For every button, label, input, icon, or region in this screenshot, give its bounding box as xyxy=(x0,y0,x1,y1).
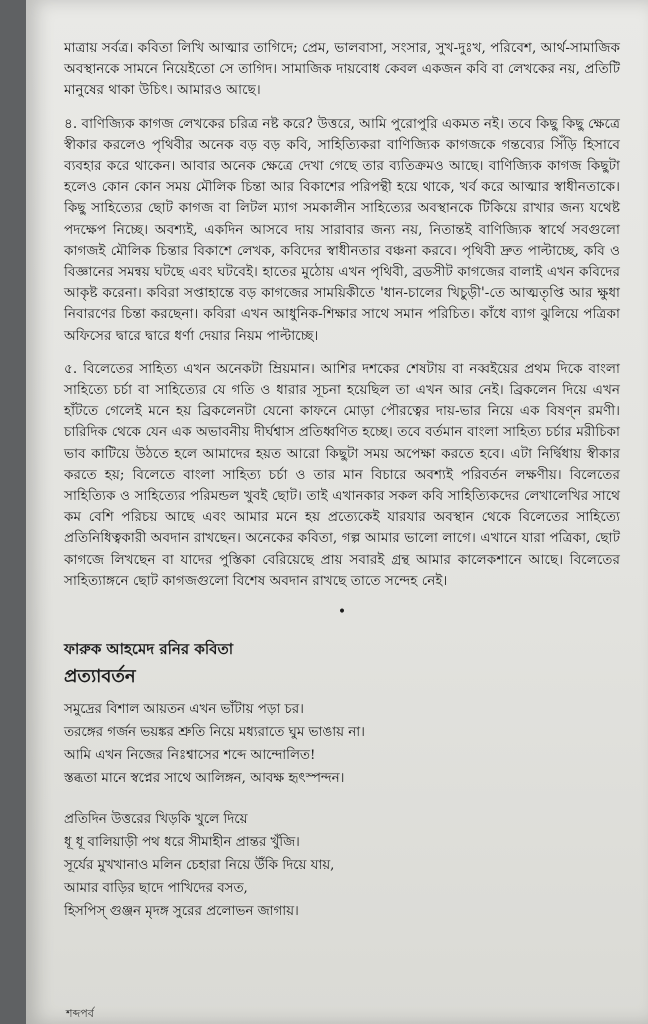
poems-section-heading: ফারুক আহমেদ রনির কবিতা xyxy=(64,640,234,659)
section-divider: • xyxy=(337,604,347,621)
poem-line: আমার বাড়ির ছাদে পাখিদের বসত, xyxy=(64,881,248,897)
poem-line: আমি এখন নিজের নিঃশ্বাসের শব্দে আন্দোলিত! xyxy=(64,748,316,764)
poem-line: স্তব্ধতা মানে স্বপ্নের সাথে আলিঙ্গন, আবক্ষ হৃৎস্পন্দন। xyxy=(64,771,345,787)
poem-title: প্রত্যাবর্তন xyxy=(64,666,136,688)
poem-line: সূর্যের মুখখানাও মলিন চেহারা নিয়ে উঁকি দিয়ে যায়, xyxy=(64,858,335,874)
poem-line: ধূ ধূ বালিয়াড়ী পথ ধরে সীমাহীন প্রান্তর খুঁজি। xyxy=(64,835,300,851)
poem-line: সমুদ্রের বিশাল আয়তন এখন ভাঁটায় পড়া চর। xyxy=(64,702,304,718)
poem-stanza-2 xyxy=(64,808,620,923)
paragraph-intro: মাত্রায় সর্বত্র। কবিতা লিখি আত্মার তাগিদে; প্রেম, ভালবাসা, সংসার, সুখ-দুঃখ, পরিবেশ, আর্থ-সামাজিক অবস্থানকে সামনে নিয়েইতো সে তাগিদ। সামাজিক দায়বোধ কেবল একজন কবি বা লেখকের নয়, প্রতিটি মানুষের থাকা উচিৎ। আমারও আছে। xyxy=(64,40,620,99)
page-content xyxy=(64,38,620,941)
paragraph-answer-4: ৪. বাণিজ্যিক কাগজ লেখকের চরিত্র নষ্ট করে? উত্তরে, আমি পুরোপুরি একমত নই। তবে কিছু কিছু ক্ষেত্রে স্বীকার করলেও পৃথিবীর অনেক বড় বড় কবি, সাহিত্যিকরা বাণিজ্যিক কাগজকে গন্তব্যের সিঁড়ি হিসাবে ব্যবহার করে থাকেন। আবার অনেক ক্ষেত্রে দেখা গেছে তার ব্যতিক্রমও আছে। বাণিজ্যিক কাগজ কিছুটা হলেও কোন কোন সময় মৌলিক চিন্তা আর বিকাশের পরিপন্থী হয়ে থাকে, খর্ব করে আত্মার স্বাধীনতাকে। কিছু সাহিত্যের ছোট কাগজ বা লিটল ম্যাগ সমকালীন সাহিত্যের অবস্থানকে টিকিয়ে রাখার জন্য যথেষ্ট পদক্ষেপ নিচ্ছে। অবশ্যই, একদিন আসবে দায় সারাবার জন্য নয়, নিতান্তই বাণিজ্যিক স্বার্থে সবগুলো কাগজই মৌলিক চিন্তার বিকাশে লেখক, কবিদের স্বাধীনতার বঞ্চনা করবে। পৃথিবী দ্রুত পাল্টাচ্ছে, কবি ও বিজ্ঞানের সমন্বয় ঘটছে এবং ঘটবেই। হাতের মুঠোয় এখন পৃথিবী, ব্রডসীট কাগজের বালাই এখন কবিদের আকৃষ্ট করেনা। কবিরা সপ্তাহান্তে বড় কাগজের সাময়িকীতে 'ধান-চালের খিচুড়ী'-তে আত্মতৃপ্তি আর ক্ষুধা নিবারণের চিন্তা করছেনা। কবিরা এখন আধুনিক-শিক্ষার সাথে সমান পরিচিত। কাঁধে ব্যাগ ঝুলিয়ে পত্রিকা অফিসের দ্বারে দ্বারে ধর্ণা দেয়ার নিয়ম পাল্টাচ্ছে। xyxy=(64,115,620,344)
paragraph-answer-5: ৫. বিলেতের সাহিত্য এখন অনেকটা ম্রিয়মান। আশির দশকের শেষটায় বা নব্বইয়ের প্রথম দিকে বাংলা সাহিত্যে চর্চা বা সাহিত্যের যে গতি ও ধারার সূচনা হয়েছিল তা এখন আর নেই। ব্রিকলেন দিয়ে এখন হাঁটতে গেলেই মনে হয় ব্রিকলেনটা যেনো কাফনে মোড়া পৌরত্বের দায়-ভার নিয়ে এক বিষণ্ন রমণী। চারিদিক থেকে যেন এক অভাবনীয় দীর্ঘশ্বাস প্রতিধ্বণিত হচ্ছে। তবে বর্তমান বাংলা সাহিত্য চর্চার মরীচিকা ভাব কাটিয়ে উঠতে হলে আমাদের হয়ত আরো কিছুটা সময় অপেক্ষা করতে হবে। এটা নির্দ্বিধায় স্বীকার করতে হয়; বিলেতে বাংলা সাহিত্য চর্চা ও তার মান বিচারে অবশ্যই পরিবর্তন লক্ষণীয়। বিলেতের সাহিত্যিক ও সাহিত্যের পরিমন্ডল খুবই ছোট। তাই এখানকার সকল কবি সাহিত্যিকদের লেখালেখির সাথে কম বেশি পরিচয় আছে এবং আমার মনে হয় প্রত্যেকেই যারযার অবস্থান থেকে বিলেতের সাহিত্যে প্রতিনিধিত্বকারী অবদান রাখছেন। অনেকের কবিতা, গল্প আমার ভালো লাগে। এখানে যারা পত্রিকা, ছোট কাগজে লিখছেন বা যাদের পুস্তিকা বেরিয়েছে প্রায় সবারই গ্রন্থ আমার কালেকশানে আছে। বিলেতের সাহিত্যাঙ্গনে ছোট কাগজগুলো বিশেষ অবদান রাখছে তাতে সন্দেহ নেই। xyxy=(64,360,620,589)
poem-line: হিসপিস্ গুঞ্জন মৃদঙ্গ সুরের প্রলোভন জাগায়। xyxy=(64,904,299,920)
book-page xyxy=(26,0,648,1024)
poem-stanza-1 xyxy=(64,698,620,790)
page-footer: শব্দপর্ব xyxy=(66,1007,94,1020)
poem-line: তরঙ্গের গর্জন ভয়ঙ্কর শ্রুতি নিয়ে মধ্যরাতে ঘুম ভাঙায় না। xyxy=(64,725,365,741)
poem-line: প্রতিদিন উত্তরের খিড়কি খুলে দিয়ে xyxy=(64,812,248,828)
